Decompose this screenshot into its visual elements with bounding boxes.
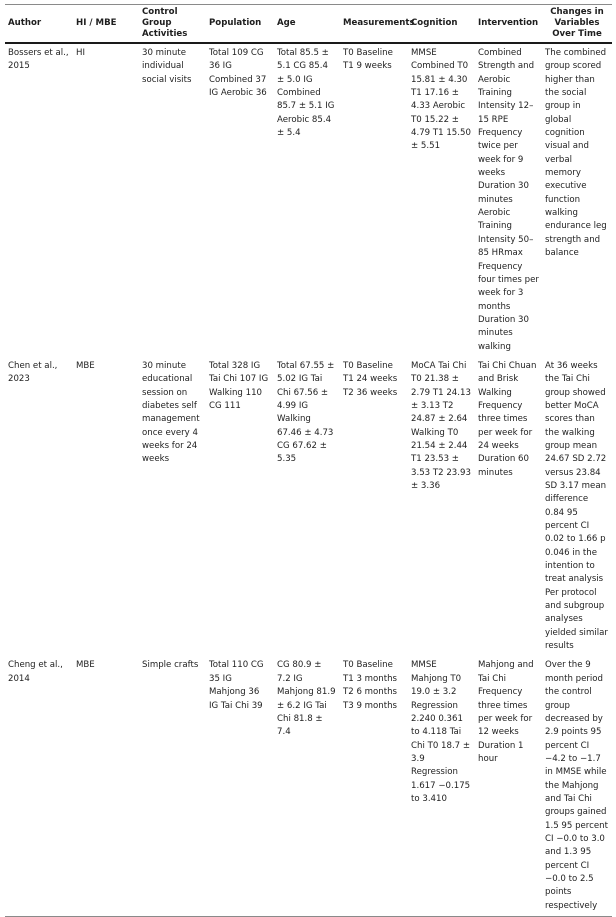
studies-table-container	[5, 4, 612, 917]
table-row	[5, 357, 612, 657]
cell-hi-mbe: MBE	[76, 360, 95, 371]
table-row	[5, 656, 612, 916]
cell-intervention: Tai Chi Chuan and Brisk Walking Frequency three times per week for 24 weeks Duration 60 minutes	[478, 360, 537, 478]
cell-hi-mbe: HI	[76, 48, 85, 58]
cell-measurements: T0 Baseline T1 24 weeks T2 36 weeks	[343, 360, 398, 398]
cell-measurements: T0 Baseline T1 9 weeks	[343, 48, 393, 72]
cell-population: Total 110 CG 35 IG Mahjong 36 IG Tai Chi 39	[206, 656, 274, 916]
table-body	[5, 43, 612, 917]
cell-changes: At 36 weeks the Tai Chi group showed better MoCA scores than the walking group mean 24.67 SD 2.72 versus 23.84 SD 3.17 mean difference 0.84 95 percent CI 0.02 to 1.66 p 0.046 in the intention to treat analysis Per protocol and subgroup analyses yielded similar results	[545, 360, 608, 652]
cell-cognition: MMSE Combined T0 15.81 ± 4.30 T1 17.16 ± 4.33 Aerobic T0 15.22 ± 4.79 T1 15.50 ± 5.51	[411, 48, 471, 152]
header-author: Author	[5, 5, 73, 44]
cell-population: Total 109 CG 36 IG Combined 37 IG Aerobic 36	[209, 48, 267, 99]
cell-cognition: MMSE Mahjong T0 19.0 ± 3.2 Regression 2.240 0.361 to 4.118 Tai Chi T0 18.7 ± 3.9 Regression 1.617 −0.175 to 3.410	[408, 656, 475, 916]
cell-intervention: Mahjong and Tai Chi Frequency three times per week for 12 weeks Duration 1 hour	[475, 656, 542, 916]
header-intervention: Intervention	[475, 5, 542, 44]
cell-population: Total 328 IG Tai Chi 107 IG Walking 110 CG 111	[209, 360, 269, 411]
cell-hi-mbe: MBE	[73, 656, 139, 916]
cell-author: Chen et al., 2023	[8, 360, 58, 385]
cell-age: Total 85.5 ± 5.1 CG 85.4 ± 5.0 IG Combined 85.7 ± 5.1 IG Aerobic 85.4 ± 5.4	[277, 48, 335, 139]
cell-control-group-activities: 30 minute educational session on diabetes self management once every 4 weeks for 24 weeks	[142, 360, 200, 465]
cell-age: Total 67.55 ± 5.02 IG Tai Chi 67.56 ± 4.99 IG Walking 67.46 ± 4.73 CG 67.62 ± 5.35	[277, 360, 335, 465]
cell-intervention: Combined Strength and Aerobic Training Intensity 12–15 RPE Frequency twice per week for 9 weeks Duration 30 minutes Aerobic Training Intensity 50–85 HRmax Frequency four times per week for 3 months Duration 30 minutes walking	[478, 48, 539, 352]
header-control-group-activities: Control Group Activities	[139, 5, 206, 44]
cell-cognition: MoCA Tai Chi T0 21.38 ± 2.79 T1 24.13 ± 3.13 T2 24.87 ± 2.64 Walking T0 21.54 ± 2.44 T1 23.53 ± 3.53 T2 23.93 ± 3.36	[411, 360, 471, 491]
table-row	[5, 43, 612, 357]
cell-control-group-activities: Simple crafts	[139, 656, 206, 916]
header-row	[5, 5, 612, 44]
cell-changes: Over the 9 month period the control group decreased by 2.9 points 95 percent CI −4.2 to −1.7 in MMSE while the Mahjong and Tai Chi groups gained 1.5 95 percent CI −0.0 to 3.0 and 1.3 95 percent CI −0.0 to 2.5 points respectively	[542, 656, 612, 916]
cell-author: Bossers et al., 2015	[8, 48, 69, 72]
cell-author: Cheng et al., 2014	[5, 656, 73, 916]
studies-table	[5, 4, 612, 917]
header-measurements: Measurements	[340, 5, 408, 44]
header-age: Age	[274, 5, 340, 44]
table-header	[5, 5, 612, 44]
cell-age: CG 80.9 ± 7.2 IG Mahjong 81.9 ± 6.2 IG Tai Chi 81.8 ± 7.4	[274, 656, 340, 916]
cell-changes: The combined group scored higher than the social group in global cognition visual and verbal memory executive function walking endurance leg strength and balance	[545, 48, 607, 259]
header-cognition: Cognition	[408, 5, 475, 44]
header-hi-mbe: HI / MBE	[73, 5, 139, 44]
cell-measurements: T0 Baseline T1 3 months T2 6 months T3 9 months	[340, 656, 408, 916]
header-population: Population	[206, 5, 274, 44]
cell-control-group-activities: 30 minute individual social visits	[142, 48, 192, 85]
header-changes-in-variables: Changes in Variables Over Time	[542, 5, 612, 44]
